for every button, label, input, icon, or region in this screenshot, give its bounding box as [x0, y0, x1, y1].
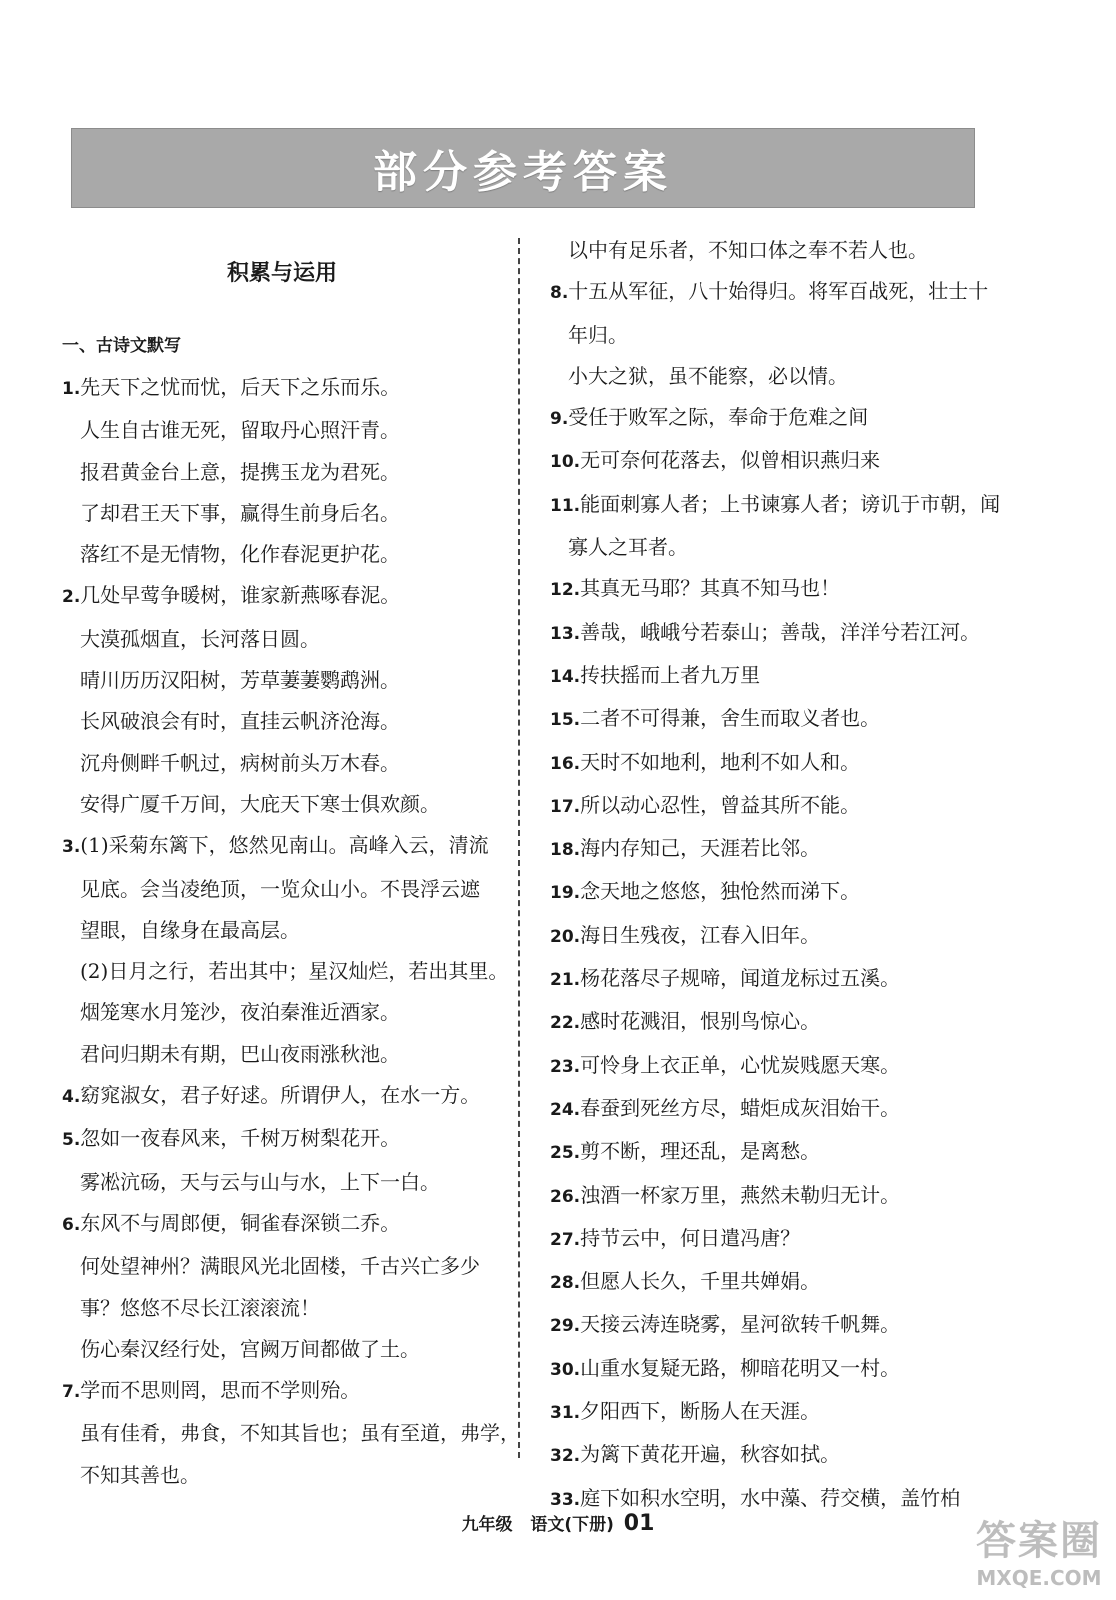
section-title: 积累与运用: [226, 261, 337, 286]
answer-line: [62, 743, 502, 784]
answer-text: 几处早莺争暖树，谁家新燕啄春泥。: [80, 583, 401, 608]
item-number: 14.: [550, 666, 581, 687]
answer-line: [62, 534, 502, 575]
answer-text: 东风不与周郎便，铜雀春深锁二乔。: [80, 1210, 401, 1235]
item-number: 22.: [550, 1013, 581, 1034]
answer-line: [550, 1175, 980, 1218]
answer-line: [550, 230, 980, 271]
answer-line: [62, 1118, 502, 1161]
answer-text: 持节云中，何日遣冯唐？: [580, 1225, 801, 1250]
item-number: 1.: [62, 379, 81, 399]
answer-line: [550, 612, 980, 655]
answer-text: 以中有足乐者，不知口体之奉不若人也。: [568, 238, 928, 262]
answer-text: 天接云涛连晓雾，星河欲转千帆舞。: [580, 1312, 901, 1337]
answer-line: [62, 1455, 502, 1496]
page-title: 部分参考答案: [373, 147, 673, 198]
item-number: 15.: [550, 710, 581, 731]
answer-text: 杨花落尽子规啼，闻道龙标过五溪。: [580, 966, 901, 991]
answer-line: [550, 1131, 980, 1174]
answer-text: 可怜身上衣正单，心忧炭贱愿天寒。: [580, 1052, 901, 1077]
answer-text: 浊酒一杯家万里，燕然未勒归无计。: [580, 1182, 901, 1207]
item-number: 10.: [550, 452, 581, 473]
item-number: 4.: [62, 1087, 81, 1108]
answer-text: 君问归期未有期，巴山夜雨涨秋池。: [80, 1041, 400, 1066]
answer-line: [550, 315, 980, 356]
answer-line: [550, 1261, 980, 1304]
answer-line: [550, 958, 980, 1001]
item-number: 30.: [550, 1359, 581, 1380]
item-number: 13.: [550, 623, 581, 644]
item-number: 23.: [550, 1056, 581, 1077]
answer-line: [62, 825, 502, 868]
answer-line: [550, 915, 980, 958]
answer-line: [62, 493, 502, 534]
answer-text: 二者不可得兼，舍生而取义者也。: [580, 706, 881, 731]
answer-text: 感时花溅泪，恨别鸟惊心。: [580, 1009, 821, 1034]
answer-text: 海内存知己，天涯若比邻。: [580, 836, 821, 861]
item-number: 9.: [550, 409, 569, 430]
answer-text: 事？悠悠不尽长江滚滚流！: [80, 1295, 320, 1320]
item-number: 2.: [62, 587, 81, 608]
answer-text: 念天地之悠悠，独怆然而涕下。: [580, 879, 861, 904]
answer-line: [62, 1370, 502, 1413]
subsection-heading: 一、古诗文默写: [62, 336, 181, 356]
answer-line: [550, 698, 980, 741]
answer-text: 大漠孤烟直，长河落日圆。: [80, 626, 320, 651]
answer-text: 为篱下黄花开遍，秋容如拭。: [580, 1442, 841, 1467]
answer-line: [550, 1434, 980, 1477]
item-number: 12.: [550, 580, 581, 601]
answer-text: 窈窕淑女，君子好逑。所谓伊人，在水一方。: [80, 1083, 481, 1108]
answer-line: [62, 1413, 520, 1454]
answer-line: [550, 742, 980, 785]
answer-text: 雾凇沆砀，天与云与山与水，上下一白。: [80, 1169, 440, 1194]
answer-text: 夕阳西下，断肠人在天涯。: [580, 1399, 821, 1424]
answer-line: [550, 1001, 980, 1044]
watermark-logo: 答案圈: [976, 1518, 1102, 1564]
answer-line: [62, 1075, 502, 1118]
answer-text: 其真无马耶？其真不知马也！: [580, 576, 841, 601]
answer-text: 所以动心忍性，曾益其所不能。: [580, 792, 861, 817]
answer-text: (1)采菊东篱下，悠然见南山。高峰入云，清流: [80, 833, 489, 858]
answer-line: [62, 1288, 502, 1329]
answer-text: 人生自古谁无死，留取丹心照汗青。: [80, 418, 400, 443]
item-number: 25.: [550, 1143, 581, 1164]
answer-line: [62, 1034, 502, 1075]
answer-line: [62, 1329, 502, 1370]
item-number: 17.: [550, 796, 581, 817]
answer-line: [62, 784, 502, 825]
answer-line: [62, 619, 502, 660]
answer-line: [62, 452, 502, 493]
column-divider: [518, 238, 520, 1458]
answer-line: [550, 1348, 980, 1391]
answer-text: 沉舟侧畔千帆过，病树前头万木春。: [80, 750, 400, 775]
answer-line: [550, 871, 980, 914]
left-answer-list: [62, 367, 520, 1496]
right-column: [550, 230, 1001, 1521]
answer-text: (2)日月之行，若出其中；星汉灿烂，若出其里。: [80, 959, 509, 984]
answer-line: [550, 527, 980, 568]
answer-text: 抟扶摇而上者九万里: [580, 662, 761, 687]
answer-text: 受任于败军之际，奉命于危难之间: [568, 405, 869, 430]
item-number: 7.: [62, 1382, 81, 1403]
item-number: 28.: [550, 1273, 581, 1294]
answer-text: 剪不断，理还乱，是离愁。: [580, 1139, 821, 1164]
answer-line: [550, 568, 980, 611]
answer-text: 山重水复疑无路，柳暗花明又一村。: [580, 1355, 901, 1380]
answer-line: [62, 869, 502, 910]
answer-line: [62, 1162, 502, 1203]
answer-text: 望眼，自缘身在最高层。: [80, 917, 300, 942]
answer-text: 虽有佳肴，弗食，不知其旨也；虽有至道，弗学，: [80, 1421, 520, 1446]
answer-line: [62, 992, 502, 1033]
item-number: 21.: [550, 970, 581, 991]
answer-text: 春蚕到死丝方尽，蜡炬成灰泪始干。: [580, 1095, 901, 1120]
answer-text: 报君黄金台上意，提携玉龙为君死。: [80, 459, 400, 484]
item-number: 20.: [550, 926, 581, 947]
answer-text: 天时不如地利，地利不如人和。: [580, 749, 861, 774]
answer-text: 安得广厦千万间，大庇天下寒士俱欢颜。: [80, 791, 440, 816]
item-number: 19.: [550, 883, 581, 904]
item-number: 18.: [550, 840, 581, 861]
answer-line: [62, 1203, 502, 1246]
answer-line: [550, 484, 1001, 527]
answer-line: [550, 1391, 980, 1434]
answer-text: 小大之狱，虽不能察，必以情。: [568, 363, 848, 388]
answer-text: 海日生残夜，江春入旧年。: [580, 922, 821, 947]
right-answer-list: [550, 230, 1001, 1521]
answer-line: [550, 1304, 980, 1347]
answer-line: [550, 1218, 980, 1261]
answer-text: 学而不思则罔，思而不学则殆。: [80, 1378, 361, 1403]
answer-text: 烟笼寒水月笼沙，夜泊秦淮近酒家。: [80, 1000, 400, 1025]
item-number: 24.: [550, 1099, 581, 1120]
page-number: 01: [623, 1511, 655, 1536]
answer-text: 何处望神州？满眼风光北固楼，千古兴亡多少: [80, 1254, 480, 1279]
left-column: [62, 250, 520, 1496]
item-number: 11.: [550, 495, 581, 516]
answer-line: [550, 1088, 980, 1131]
answer-text: 见底。会当凌绝顶，一览众山小。不畏浮云遮: [80, 876, 480, 901]
answer-line: [550, 785, 980, 828]
item-number: 3.: [62, 837, 81, 858]
item-number: 6.: [62, 1214, 81, 1235]
answer-text: 落红不是无情物，化作春泥更护花。: [80, 542, 400, 567]
item-number: 31.: [550, 1403, 581, 1424]
answer-text: 先天下之忧而忧，后天下之乐而乐。: [80, 375, 401, 399]
item-number: 8.: [550, 283, 569, 304]
answer-line: [62, 367, 502, 410]
item-number: 33.: [550, 1489, 581, 1510]
answer-line: [62, 701, 502, 742]
item-number: 27.: [550, 1229, 581, 1250]
answer-text: 不知其善也。: [80, 1462, 200, 1487]
answer-line: [550, 1045, 980, 1088]
watermark-url: MXQE.COM: [976, 1566, 1102, 1590]
watermark: [976, 1509, 1102, 1590]
answer-text: 寡人之耳者。: [568, 535, 688, 560]
answer-text: 晴川历历汉阳树，芳草萋萋鹦鹉洲。: [80, 668, 400, 693]
answer-text: 庭下如积水空明，水中藻、荇交横，盖竹柏: [580, 1485, 961, 1510]
answer-line: [550, 356, 980, 397]
answer-text: 年归。: [568, 322, 628, 347]
answer-text: 十五从军征，八十始得归。将军百战死，壮士十: [568, 279, 989, 304]
answer-text: 了却君王天下事，赢得生前身后名。: [80, 500, 400, 525]
answer-line: [62, 1246, 502, 1287]
footer-grade: 九年级: [461, 1515, 513, 1535]
page-footer: [0, 1510, 1116, 1536]
answer-line: [550, 397, 980, 440]
answer-text: 伤心秦汉经行处，宫阙万间都做了土。: [80, 1336, 420, 1361]
answer-line: [550, 440, 980, 483]
answer-line: [62, 910, 502, 951]
answer-text: 忽如一夜春风来，千树万树梨花开。: [80, 1126, 401, 1151]
answer-line: [550, 655, 980, 698]
answer-text: 长风破浪会有时，直挂云帆济沧海。: [80, 709, 400, 734]
answer-line: [550, 271, 989, 314]
item-number: 5.: [62, 1130, 81, 1151]
header-banner: [71, 128, 975, 208]
item-number: 26.: [550, 1186, 581, 1207]
item-number: 16.: [550, 753, 581, 774]
answer-line: [62, 575, 502, 618]
answer-text: 善哉，峨峨兮若泰山；善哉，洋洋兮若江河。: [580, 619, 981, 644]
item-number: 29.: [550, 1316, 581, 1337]
answer-line: [62, 660, 502, 701]
answer-line: [62, 410, 502, 451]
item-number: 32.: [550, 1446, 581, 1467]
answer-line: [550, 828, 980, 871]
answer-text: 但愿人长久，千里共婵娟。: [580, 1269, 821, 1294]
footer-subject: 语文(下册): [530, 1515, 614, 1535]
answer-line: [62, 951, 509, 992]
answer-text: 无可奈何花落去，似曾相识燕归来: [580, 448, 881, 473]
answer-text: 能面刺寡人者；上书谏寡人者；谤讥于市朝，闻: [580, 491, 1001, 516]
